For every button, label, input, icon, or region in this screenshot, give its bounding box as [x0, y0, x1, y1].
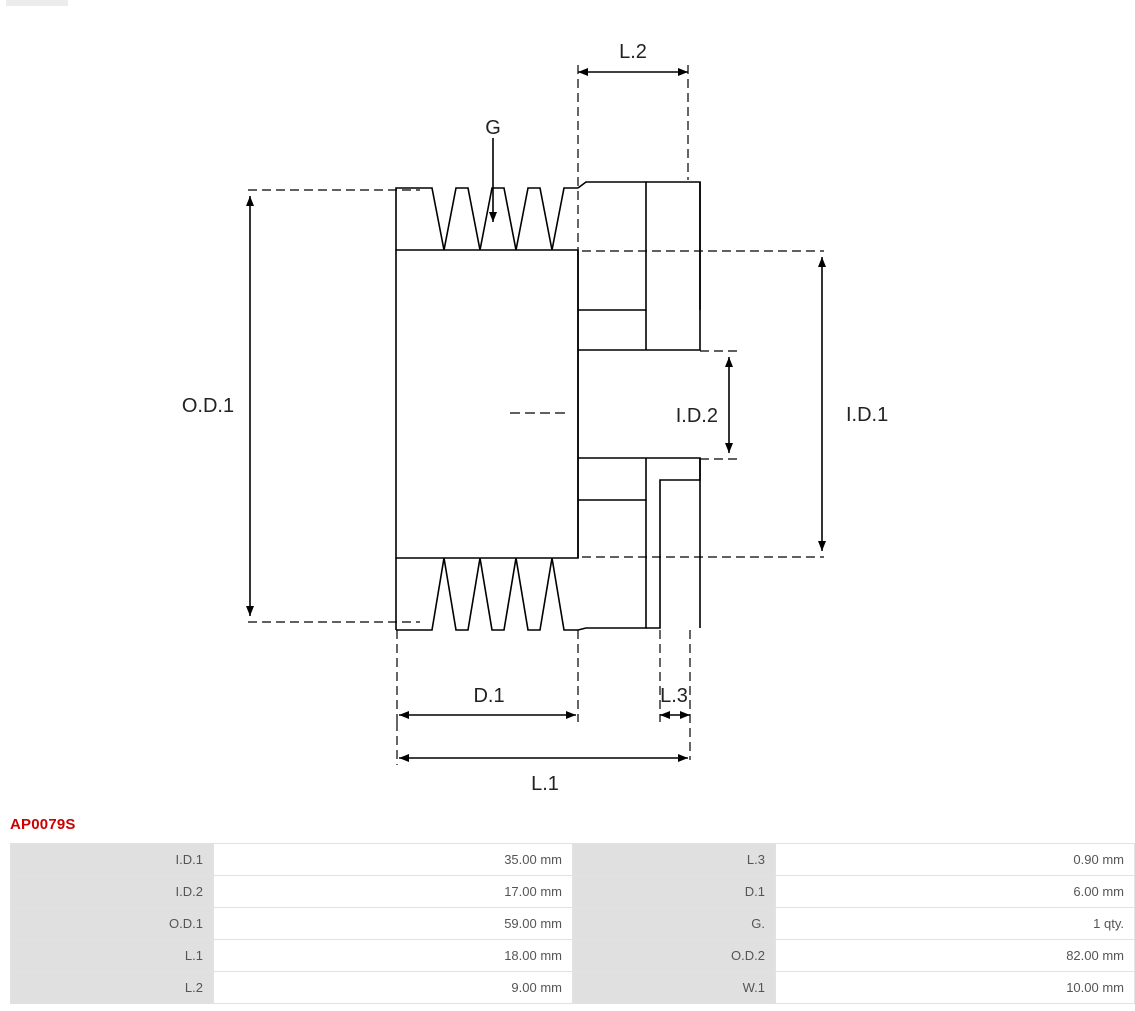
spec-label: L.1	[11, 940, 214, 972]
spec-value: 82.00 mm	[776, 940, 1135, 972]
spec-value: 9.00 mm	[214, 972, 573, 1004]
spec-value: 6.00 mm	[776, 876, 1135, 908]
spec-value: 10.00 mm	[776, 972, 1135, 1004]
l2-extension-lines	[578, 65, 688, 250]
l3-label: L.3	[660, 685, 688, 707]
spec-label: W.1	[573, 972, 776, 1004]
table-row	[11, 908, 1135, 940]
spec-label: L.3	[573, 844, 776, 876]
spec-label: D.1	[573, 876, 776, 908]
g-label: G	[485, 117, 501, 139]
spec-label: L.2	[11, 972, 214, 1004]
id1-label: I.D.1	[846, 404, 889, 426]
l2-label: L.2	[619, 41, 647, 63]
pulley-outline	[396, 182, 700, 630]
spec-label: I.D.2	[11, 876, 214, 908]
spec-label: I.D.1	[11, 844, 214, 876]
spec-value: 17.00 mm	[214, 876, 573, 908]
spec-label: O.D.1	[11, 908, 214, 940]
spec-value: 0.90 mm	[776, 844, 1135, 876]
top-spacer	[0, 0, 1066, 10]
spec-value: 1 qty.	[776, 908, 1135, 940]
spec-value: 18.00 mm	[214, 940, 573, 972]
table-row	[11, 876, 1135, 908]
d1-extension-lines	[397, 630, 578, 722]
id1-extension-lines	[582, 251, 824, 557]
table-row	[11, 844, 1135, 876]
od1-extension-lines	[248, 190, 420, 622]
l1-label: L.1	[531, 773, 559, 795]
table-row	[11, 940, 1135, 972]
top-fragment	[6, 0, 68, 6]
spec-value: 59.00 mm	[214, 908, 573, 940]
part-code: AP0079S	[10, 816, 76, 833]
spec-label: O.D.2	[573, 940, 776, 972]
od1-label: O.D.1	[181, 395, 235, 417]
spec-value: 35.00 mm	[214, 844, 573, 876]
technical-drawing	[0, 10, 1066, 810]
specifications-table	[10, 843, 1135, 1004]
spec-label: G.	[573, 908, 776, 940]
d1-label: D.1	[473, 685, 505, 707]
id2-label: I.D.2	[675, 405, 718, 427]
table-row	[11, 972, 1135, 1004]
pulley-drawing-svg	[0, 10, 1066, 800]
